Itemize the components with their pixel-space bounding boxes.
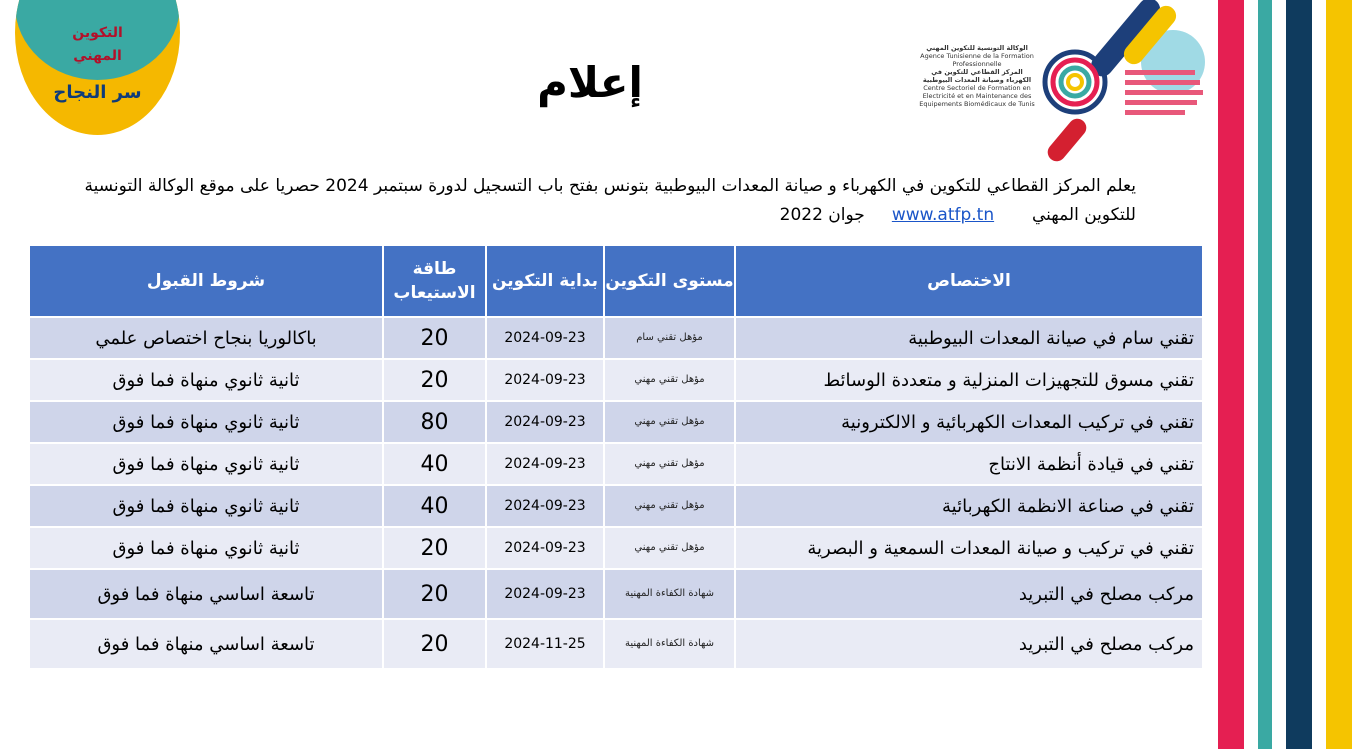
table-header-row [30, 246, 1202, 316]
cell-specialty: مركب مصلح في التبريد [736, 570, 1202, 618]
atfp-link[interactable]: www.atfp.tn [891, 205, 995, 225]
cell-start: 2024-09-23 [487, 318, 603, 358]
cell-level: شهادة الكفاءة المهنية [605, 570, 734, 618]
cell-start: 2024-09-23 [487, 402, 603, 442]
cell-conditions: تاسعة اساسي منهاة فما فوق [30, 570, 382, 618]
page-title: إعلام [537, 58, 643, 107]
cell-conditions: ثانية ثانوي منهاة فما فوق [30, 528, 382, 568]
header-capacity: طاقة الاستيعاب [384, 246, 485, 316]
logo-line-1: الوكالة التونسية للتكوين المهني [926, 44, 1028, 52]
cell-conditions: ثانية ثانوي منهاة فما فوق [30, 402, 382, 442]
cell-specialty: تقني في صناعة الانظمة الكهربائية [736, 486, 1202, 526]
cell-conditions: تاسعة اساسي منهاة فما فوق [30, 620, 382, 668]
header-level: مستوى التكوين [605, 246, 734, 316]
agency-logo-icon [1030, 0, 1215, 175]
table-row [30, 318, 1202, 358]
cell-capacity: 20 [384, 318, 485, 358]
stripe-navy [1286, 0, 1312, 749]
cell-capacity: 40 [384, 486, 485, 526]
cell-specialty: تقني سام في صيانة المعدات البيوطبية [736, 318, 1202, 358]
table-row [30, 486, 1202, 526]
cell-capacity: 20 [384, 570, 485, 618]
training-table [28, 244, 1204, 670]
header-conditions: شروط القبول [30, 246, 382, 316]
table-row [30, 402, 1202, 442]
badge-line-2: المهني [73, 48, 122, 64]
logo-text [918, 44, 1036, 108]
header-specialty: الاختصاص [736, 246, 1202, 316]
slogan-badge [15, 0, 180, 135]
cell-level: مؤهل تقني مهني [605, 486, 734, 526]
cell-level: شهادة الكفاءة المهنية [605, 620, 734, 668]
cell-specialty: تقني في قيادة أنظمة الانتاج [736, 444, 1202, 484]
cell-start: 2024-09-23 [487, 360, 603, 400]
table-row [30, 620, 1202, 668]
stripe-yellow [1326, 0, 1352, 749]
cell-start: 2024-09-23 [487, 444, 603, 484]
cell-specialty: مركب مصلح في التبريد [736, 620, 1202, 668]
logo-line-4: Centre Sectoriel de Formation en Electricité et en Maintenance des Equipements Biomédicaux de Tunis [919, 84, 1035, 108]
cell-capacity: 20 [384, 360, 485, 400]
cell-level: مؤهل تقني مهني [605, 444, 734, 484]
badge-line-1: التكوين [72, 25, 123, 41]
badge-slogan: سر النجاح [53, 82, 142, 103]
cell-conditions: ثانية ثانوي منهاة فما فوق [30, 444, 382, 484]
cell-capacity: 20 [384, 620, 485, 668]
cell-level: مؤهل تقني مهني [605, 360, 734, 400]
table-row [30, 528, 1202, 568]
cell-conditions: ثانية ثانوي منهاة فما فوق [30, 486, 382, 526]
stripe-red [1218, 0, 1244, 749]
cell-level: مؤهل تقني مهني [605, 402, 734, 442]
cell-capacity: 40 [384, 444, 485, 484]
cell-start: 2024-09-23 [487, 570, 603, 618]
cell-conditions: ثانية ثانوي منهاة فما فوق [30, 360, 382, 400]
table-row [30, 360, 1202, 400]
cell-specialty: تقني مسوق للتجهيزات المنزلية و متعددة الوسائط [736, 360, 1202, 400]
cell-start: 2024-09-23 [487, 486, 603, 526]
table-row [30, 444, 1202, 484]
cell-conditions: باكالوريا بنجاح اختصاص علمي [30, 318, 382, 358]
stripe-teal [1258, 0, 1272, 749]
logo-line-3: المركز القطاعي للتكوين في الكهرباء وصيانة المعدات البيوطبية [922, 68, 1032, 84]
cell-capacity: 80 [384, 402, 485, 442]
cell-level: مؤهل تقني سام [605, 318, 734, 358]
table-row [30, 570, 1202, 618]
cell-specialty: تقني في تركيب المعدات الكهربائية و الالكترونية [736, 402, 1202, 442]
cell-specialty: تقني في تركيب و صيانة المعدات السمعية و البصرية [736, 528, 1202, 568]
cell-start: 2024-11-25 [487, 620, 603, 668]
notice-text: يعلم المركز القطاعي للتكوين في الكهرباء و صيانة المعدات البيوطبية بتونس بفتح باب التسجيل لدورة سبتمبر 2024 حصريا على موقع الوكالة التونسية للتكوين المهني [84, 176, 1136, 225]
registration-notice [28, 172, 1136, 230]
logo-line-2: Agence Tunisienne de la Formation Professionnelle [920, 52, 1034, 68]
cell-start: 2024-09-23 [487, 528, 603, 568]
cell-level: مؤهل تقني مهني [605, 528, 734, 568]
cell-capacity: 20 [384, 528, 485, 568]
header-start: بداية التكوين [487, 246, 603, 316]
notice-date: جوان 2022 [779, 205, 865, 225]
